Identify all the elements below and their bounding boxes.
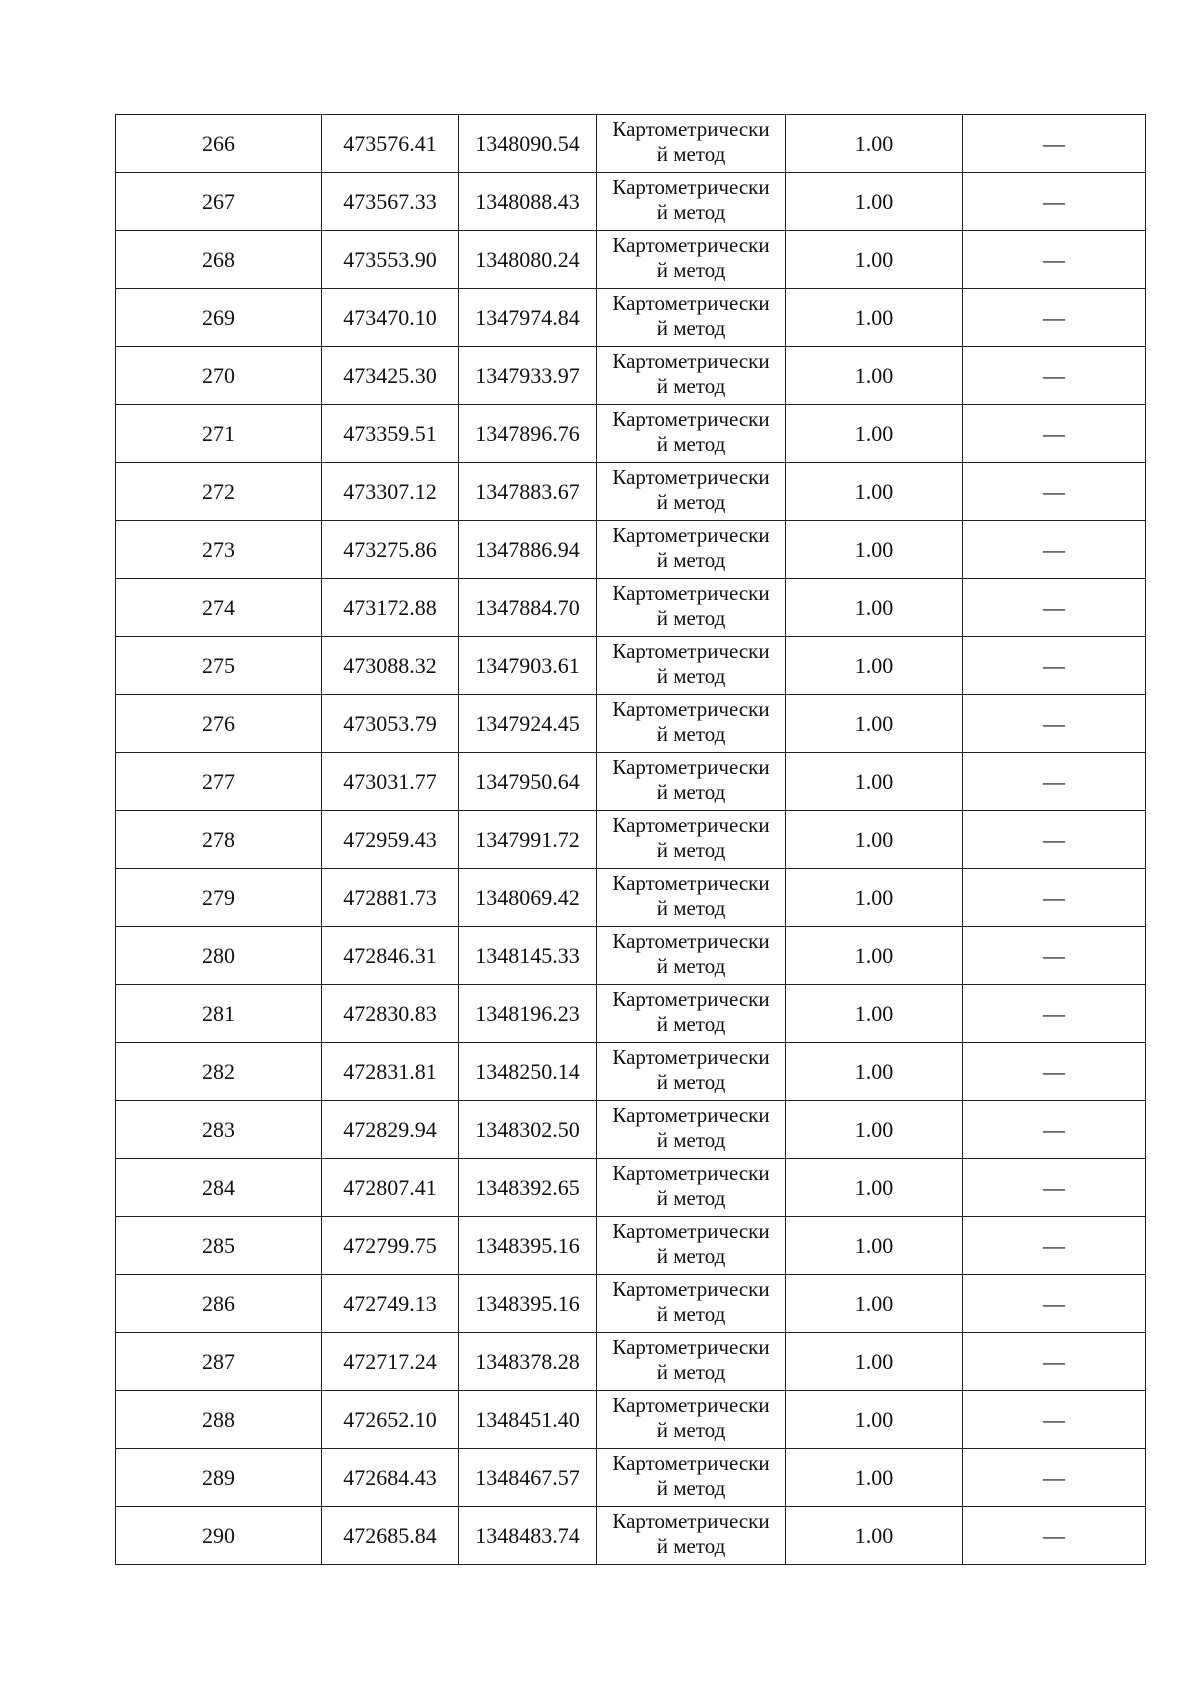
x-coordinate-cell: 472846.31 bbox=[322, 927, 459, 985]
method-line-2: й метод bbox=[656, 374, 726, 398]
y-coordinate-cell: 1347991.72 bbox=[459, 811, 597, 869]
method-line-2: й метод bbox=[656, 548, 726, 572]
method-line-2: й метод bbox=[656, 1302, 726, 1326]
method-line-1: Картометрически bbox=[612, 871, 770, 895]
method-line-2: й метод bbox=[656, 1534, 726, 1558]
method-cell bbox=[597, 289, 786, 347]
accuracy-cell: 1.00 bbox=[786, 1333, 963, 1391]
method-cell bbox=[597, 1275, 786, 1333]
note-dash-cell: — bbox=[963, 289, 1146, 347]
note-dash-cell: — bbox=[963, 347, 1146, 405]
point-number-cell: 273 bbox=[116, 521, 322, 579]
point-number-cell: 288 bbox=[116, 1391, 322, 1449]
method-cell bbox=[597, 811, 786, 869]
accuracy-cell: 1.00 bbox=[786, 753, 963, 811]
method-cell bbox=[597, 753, 786, 811]
method-line-1: Картометрически bbox=[612, 1393, 770, 1417]
table-row bbox=[116, 1391, 1146, 1449]
x-coordinate-cell: 473425.30 bbox=[322, 347, 459, 405]
x-coordinate-cell: 472685.84 bbox=[322, 1507, 459, 1565]
x-coordinate-cell: 473088.32 bbox=[322, 637, 459, 695]
note-dash-cell: — bbox=[963, 1159, 1146, 1217]
table-row bbox=[116, 927, 1146, 985]
x-coordinate-cell: 472717.24 bbox=[322, 1333, 459, 1391]
x-coordinate-cell: 472749.13 bbox=[322, 1275, 459, 1333]
x-coordinate-cell: 472807.41 bbox=[322, 1159, 459, 1217]
table-row bbox=[116, 985, 1146, 1043]
method-cell bbox=[597, 521, 786, 579]
method-line-2: й метод bbox=[656, 316, 726, 340]
method-line-1: Картометрически bbox=[612, 987, 770, 1011]
point-number-cell: 271 bbox=[116, 405, 322, 463]
method-line-1: Картометрически bbox=[612, 233, 770, 257]
note-dash-cell: — bbox=[963, 173, 1146, 231]
note-dash-cell: — bbox=[963, 1043, 1146, 1101]
method-line-2: й метод bbox=[656, 722, 726, 746]
table-row bbox=[116, 231, 1146, 289]
y-coordinate-cell: 1347886.94 bbox=[459, 521, 597, 579]
method-line-1: Картометрически bbox=[612, 813, 770, 837]
x-coordinate-cell: 473470.10 bbox=[322, 289, 459, 347]
accuracy-cell: 1.00 bbox=[786, 289, 963, 347]
point-number-cell: 281 bbox=[116, 985, 322, 1043]
x-coordinate-cell: 472652.10 bbox=[322, 1391, 459, 1449]
table-row bbox=[116, 753, 1146, 811]
x-coordinate-cell: 473053.79 bbox=[322, 695, 459, 753]
method-line-1: Картометрически bbox=[612, 523, 770, 547]
method-cell bbox=[597, 1391, 786, 1449]
note-dash-cell: — bbox=[963, 695, 1146, 753]
note-dash-cell: — bbox=[963, 579, 1146, 637]
accuracy-cell: 1.00 bbox=[786, 521, 963, 579]
x-coordinate-cell: 473172.88 bbox=[322, 579, 459, 637]
table-row bbox=[116, 405, 1146, 463]
note-dash-cell: — bbox=[963, 463, 1146, 521]
y-coordinate-cell: 1348080.24 bbox=[459, 231, 597, 289]
x-coordinate-cell: 472959.43 bbox=[322, 811, 459, 869]
x-coordinate-cell: 472881.73 bbox=[322, 869, 459, 927]
y-coordinate-cell: 1347883.67 bbox=[459, 463, 597, 521]
method-line-2: й метод bbox=[656, 1186, 726, 1210]
point-number-cell: 290 bbox=[116, 1507, 322, 1565]
method-line-1: Картометрически bbox=[612, 349, 770, 373]
x-coordinate-cell: 473567.33 bbox=[322, 173, 459, 231]
accuracy-cell: 1.00 bbox=[786, 1217, 963, 1275]
table-row bbox=[116, 869, 1146, 927]
accuracy-cell: 1.00 bbox=[786, 1507, 963, 1565]
x-coordinate-cell: 472830.83 bbox=[322, 985, 459, 1043]
point-number-cell: 278 bbox=[116, 811, 322, 869]
point-number-cell: 279 bbox=[116, 869, 322, 927]
table-row bbox=[116, 1159, 1146, 1217]
method-cell bbox=[597, 869, 786, 927]
accuracy-cell: 1.00 bbox=[786, 811, 963, 869]
method-cell bbox=[597, 405, 786, 463]
note-dash-cell: — bbox=[963, 521, 1146, 579]
y-coordinate-cell: 1348088.43 bbox=[459, 173, 597, 231]
method-line-1: Картометрически bbox=[612, 465, 770, 489]
method-cell bbox=[597, 1449, 786, 1507]
method-line-2: й метод bbox=[656, 1476, 726, 1500]
point-number-cell: 274 bbox=[116, 579, 322, 637]
table-row bbox=[116, 1101, 1146, 1159]
point-number-cell: 289 bbox=[116, 1449, 322, 1507]
accuracy-cell: 1.00 bbox=[786, 695, 963, 753]
y-coordinate-cell: 1347896.76 bbox=[459, 405, 597, 463]
table-row bbox=[116, 289, 1146, 347]
accuracy-cell: 1.00 bbox=[786, 173, 963, 231]
accuracy-cell: 1.00 bbox=[786, 869, 963, 927]
method-line-1: Картометрически bbox=[612, 639, 770, 663]
accuracy-cell: 1.00 bbox=[786, 637, 963, 695]
point-number-cell: 287 bbox=[116, 1333, 322, 1391]
table-row bbox=[116, 347, 1146, 405]
x-coordinate-cell: 473553.90 bbox=[322, 231, 459, 289]
y-coordinate-cell: 1348451.40 bbox=[459, 1391, 597, 1449]
method-cell bbox=[597, 1101, 786, 1159]
method-line-1: Картометрически bbox=[612, 291, 770, 315]
method-line-2: й метод bbox=[656, 1418, 726, 1442]
method-line-1: Картометрически bbox=[612, 1335, 770, 1359]
note-dash-cell: — bbox=[963, 1507, 1146, 1565]
method-line-2: й метод bbox=[656, 432, 726, 456]
y-coordinate-cell: 1348392.65 bbox=[459, 1159, 597, 1217]
method-line-2: й метод bbox=[656, 258, 726, 282]
method-cell bbox=[597, 347, 786, 405]
method-cell bbox=[597, 1043, 786, 1101]
table-row bbox=[116, 579, 1146, 637]
table-row bbox=[116, 637, 1146, 695]
method-line-2: й метод bbox=[656, 1128, 726, 1152]
method-cell bbox=[597, 1333, 786, 1391]
table-row bbox=[116, 1043, 1146, 1101]
note-dash-cell: — bbox=[963, 1333, 1146, 1391]
y-coordinate-cell: 1348395.16 bbox=[459, 1217, 597, 1275]
note-dash-cell: — bbox=[963, 1217, 1146, 1275]
method-cell bbox=[597, 1217, 786, 1275]
method-line-2: й метод bbox=[656, 896, 726, 920]
accuracy-cell: 1.00 bbox=[786, 985, 963, 1043]
x-coordinate-cell: 473031.77 bbox=[322, 753, 459, 811]
method-line-2: й метод bbox=[656, 838, 726, 862]
y-coordinate-cell: 1347884.70 bbox=[459, 579, 597, 637]
method-line-2: й метод bbox=[656, 1070, 726, 1094]
method-cell bbox=[597, 695, 786, 753]
method-line-1: Картометрически bbox=[612, 1045, 770, 1069]
note-dash-cell: — bbox=[963, 811, 1146, 869]
point-number-cell: 269 bbox=[116, 289, 322, 347]
x-coordinate-cell: 473359.51 bbox=[322, 405, 459, 463]
method-line-1: Картометрически bbox=[612, 175, 770, 199]
method-cell bbox=[597, 985, 786, 1043]
y-coordinate-cell: 1347974.84 bbox=[459, 289, 597, 347]
method-cell bbox=[597, 579, 786, 637]
method-line-1: Картометрически bbox=[612, 1103, 770, 1127]
point-number-cell: 277 bbox=[116, 753, 322, 811]
note-dash-cell: — bbox=[963, 1391, 1146, 1449]
method-line-2: й метод bbox=[656, 1244, 726, 1268]
method-line-2: й метод bbox=[656, 142, 726, 166]
method-line-1: Картометрически bbox=[612, 407, 770, 431]
method-line-2: й метод bbox=[656, 664, 726, 688]
y-coordinate-cell: 1348302.50 bbox=[459, 1101, 597, 1159]
note-dash-cell: — bbox=[963, 115, 1146, 173]
method-cell bbox=[597, 463, 786, 521]
table-row bbox=[116, 521, 1146, 579]
y-coordinate-cell: 1347924.45 bbox=[459, 695, 597, 753]
method-line-2: й метод bbox=[656, 490, 726, 514]
table-row bbox=[116, 1217, 1146, 1275]
accuracy-cell: 1.00 bbox=[786, 1391, 963, 1449]
method-line-2: й метод bbox=[656, 1012, 726, 1036]
note-dash-cell: — bbox=[963, 985, 1146, 1043]
y-coordinate-cell: 1348145.33 bbox=[459, 927, 597, 985]
accuracy-cell: 1.00 bbox=[786, 1043, 963, 1101]
note-dash-cell: — bbox=[963, 1275, 1146, 1333]
y-coordinate-cell: 1347950.64 bbox=[459, 753, 597, 811]
accuracy-cell: 1.00 bbox=[786, 1275, 963, 1333]
note-dash-cell: — bbox=[963, 1449, 1146, 1507]
y-coordinate-cell: 1348250.14 bbox=[459, 1043, 597, 1101]
method-line-2: й метод bbox=[656, 780, 726, 804]
point-number-cell: 285 bbox=[116, 1217, 322, 1275]
x-coordinate-cell: 473275.86 bbox=[322, 521, 459, 579]
y-coordinate-cell: 1348069.42 bbox=[459, 869, 597, 927]
method-line-2: й метод bbox=[656, 606, 726, 630]
accuracy-cell: 1.00 bbox=[786, 115, 963, 173]
method-cell bbox=[597, 231, 786, 289]
accuracy-cell: 1.00 bbox=[786, 405, 963, 463]
method-line-2: й метод bbox=[656, 1360, 726, 1384]
method-line-1: Картометрически bbox=[612, 1451, 770, 1475]
accuracy-cell: 1.00 bbox=[786, 579, 963, 637]
method-line-1: Картометрически bbox=[612, 117, 770, 141]
table-row bbox=[116, 1507, 1146, 1565]
x-coordinate-cell: 472831.81 bbox=[322, 1043, 459, 1101]
method-line-1: Картометрически bbox=[612, 1161, 770, 1185]
y-coordinate-cell: 1348196.23 bbox=[459, 985, 597, 1043]
accuracy-cell: 1.00 bbox=[786, 1449, 963, 1507]
method-line-2: й метод bbox=[656, 954, 726, 978]
table-row bbox=[116, 463, 1146, 521]
accuracy-cell: 1.00 bbox=[786, 347, 963, 405]
point-number-cell: 284 bbox=[116, 1159, 322, 1217]
method-cell bbox=[597, 1507, 786, 1565]
point-number-cell: 280 bbox=[116, 927, 322, 985]
y-coordinate-cell: 1348090.54 bbox=[459, 115, 597, 173]
y-coordinate-cell: 1347903.61 bbox=[459, 637, 597, 695]
y-coordinate-cell: 1348395.16 bbox=[459, 1275, 597, 1333]
x-coordinate-cell: 472799.75 bbox=[322, 1217, 459, 1275]
x-coordinate-cell: 473576.41 bbox=[322, 115, 459, 173]
y-coordinate-cell: 1348378.28 bbox=[459, 1333, 597, 1391]
accuracy-cell: 1.00 bbox=[786, 1101, 963, 1159]
y-coordinate-cell: 1347933.97 bbox=[459, 347, 597, 405]
note-dash-cell: — bbox=[963, 1101, 1146, 1159]
note-dash-cell: — bbox=[963, 869, 1146, 927]
y-coordinate-cell: 1348467.57 bbox=[459, 1449, 597, 1507]
table-row bbox=[116, 173, 1146, 231]
accuracy-cell: 1.00 bbox=[786, 1159, 963, 1217]
table-body bbox=[116, 115, 1146, 1565]
table-row bbox=[116, 1449, 1146, 1507]
point-number-cell: 276 bbox=[116, 695, 322, 753]
method-line-1: Картометрически bbox=[612, 697, 770, 721]
point-number-cell: 266 bbox=[116, 115, 322, 173]
table-row bbox=[116, 695, 1146, 753]
method-line-2: й метод bbox=[656, 200, 726, 224]
x-coordinate-cell: 472684.43 bbox=[322, 1449, 459, 1507]
point-number-cell: 268 bbox=[116, 231, 322, 289]
accuracy-cell: 1.00 bbox=[786, 927, 963, 985]
point-number-cell: 275 bbox=[116, 637, 322, 695]
table-row bbox=[116, 811, 1146, 869]
x-coordinate-cell: 473307.12 bbox=[322, 463, 459, 521]
point-number-cell: 272 bbox=[116, 463, 322, 521]
method-cell bbox=[597, 115, 786, 173]
point-number-cell: 286 bbox=[116, 1275, 322, 1333]
x-coordinate-cell: 472829.94 bbox=[322, 1101, 459, 1159]
point-number-cell: 283 bbox=[116, 1101, 322, 1159]
table-row bbox=[116, 1275, 1146, 1333]
note-dash-cell: — bbox=[963, 405, 1146, 463]
method-line-1: Картометрически bbox=[612, 929, 770, 953]
method-line-1: Картометрически bbox=[612, 1219, 770, 1243]
y-coordinate-cell: 1348483.74 bbox=[459, 1507, 597, 1565]
method-line-1: Картометрически bbox=[612, 1277, 770, 1301]
method-cell bbox=[597, 1159, 786, 1217]
accuracy-cell: 1.00 bbox=[786, 463, 963, 521]
method-line-1: Картометрически bbox=[612, 1509, 770, 1533]
method-cell bbox=[597, 637, 786, 695]
method-line-1: Картометрически bbox=[612, 755, 770, 779]
coordinates-table bbox=[115, 114, 1146, 1565]
point-number-cell: 282 bbox=[116, 1043, 322, 1101]
note-dash-cell: — bbox=[963, 637, 1146, 695]
note-dash-cell: — bbox=[963, 753, 1146, 811]
point-number-cell: 267 bbox=[116, 173, 322, 231]
accuracy-cell: 1.00 bbox=[786, 231, 963, 289]
table-row bbox=[116, 1333, 1146, 1391]
method-cell bbox=[597, 173, 786, 231]
note-dash-cell: — bbox=[963, 927, 1146, 985]
method-line-1: Картометрически bbox=[612, 581, 770, 605]
method-cell bbox=[597, 927, 786, 985]
note-dash-cell: — bbox=[963, 231, 1146, 289]
table-row bbox=[116, 115, 1146, 173]
point-number-cell: 270 bbox=[116, 347, 322, 405]
